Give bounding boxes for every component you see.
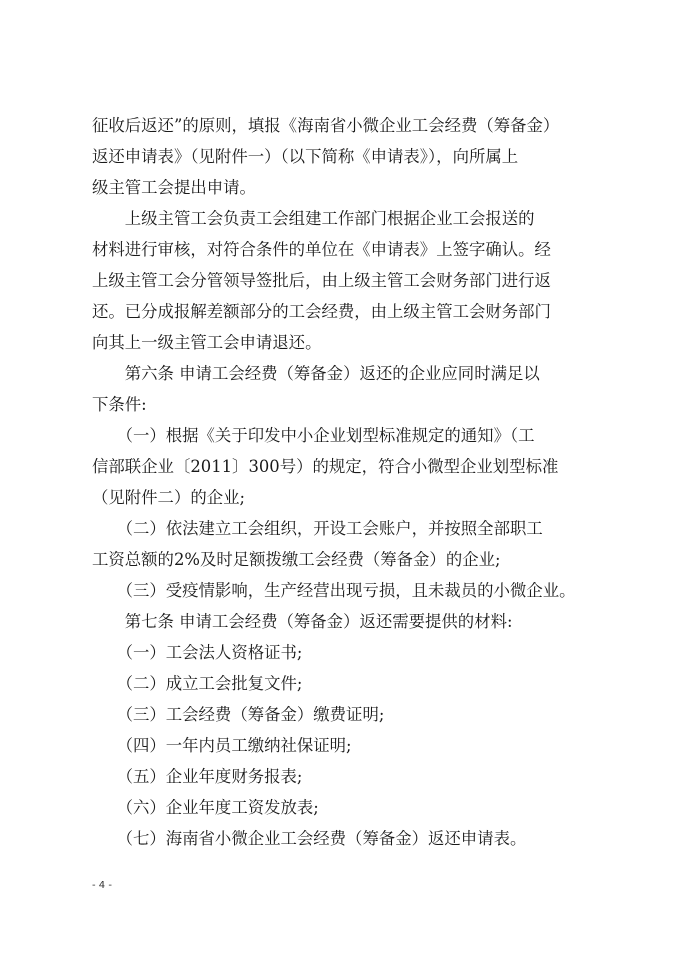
page-number: - 4 - — [92, 880, 112, 891]
list-item: （二）依法建立工会组织，开设工会账户，并按照全部职工 — [92, 519, 543, 538]
text-line: 上级主管工会负责工会组建工作部门根据企业工会报送的 — [92, 209, 535, 228]
document-body — [92, 110, 597, 854]
text-line: 征收后返还”的原则，填报《海南省小微企业工会经费（筹备金） — [92, 116, 560, 135]
text-line: 返还申请表》（见附件一）（以下简称《申请表》），向所属上 — [92, 147, 519, 166]
text-line: 向其上一级主管工会申请退还。 — [92, 333, 322, 352]
article-heading-line: 第七条 申请工会经费（筹备金）返还需要提供的材料: — [92, 612, 513, 631]
text-line: （见附件二）的企业; — [92, 488, 246, 507]
text-line: 还。已分成报解差额部分的工会经费，由上级主管工会财务部门 — [92, 302, 551, 321]
list-item: （五）企业年度财务报表; — [92, 767, 303, 786]
list-item: （三）受疫情影响，生产经营出现亏损，且未裁员的小微企业。 — [92, 581, 576, 600]
text-line: 材料进行审核，对符合条件的单位在《申请表》上签字确认。经 — [92, 240, 551, 259]
text-line: 级主管工会提出申请。 — [92, 178, 256, 197]
list-item: （六）企业年度工资发放表; — [92, 798, 319, 817]
list-item: （七）海南省小微企业工会经费（筹备金）返还申请表。 — [92, 829, 527, 848]
article-heading-line: 第六条 申请工会经费（筹备金）返还的企业应同时满足以 — [92, 364, 540, 383]
list-item: （一）根据《关于印发中小企业划型标准规定的通知》（工 — [92, 426, 535, 445]
list-item: （四）一年内员工缴纳社保证明; — [92, 736, 352, 755]
list-item: （三）工会经费（筹备金）缴费证明; — [92, 705, 385, 724]
text-line: 工资总额的2%及时足额拨缴工会经费（筹备金）的企业; — [92, 550, 501, 569]
list-item: （二）成立工会批复文件; — [92, 674, 303, 693]
text-line: 上级主管工会分管领导签批后，由上级主管工会财务部门进行返 — [92, 271, 551, 290]
list-item: （一）工会法人资格证书; — [92, 643, 303, 662]
text-line: 下条件: — [92, 395, 147, 414]
text-line: 信部联企业〔2011〕300号）的规定，符合小微型企业划型标准 — [92, 457, 559, 476]
